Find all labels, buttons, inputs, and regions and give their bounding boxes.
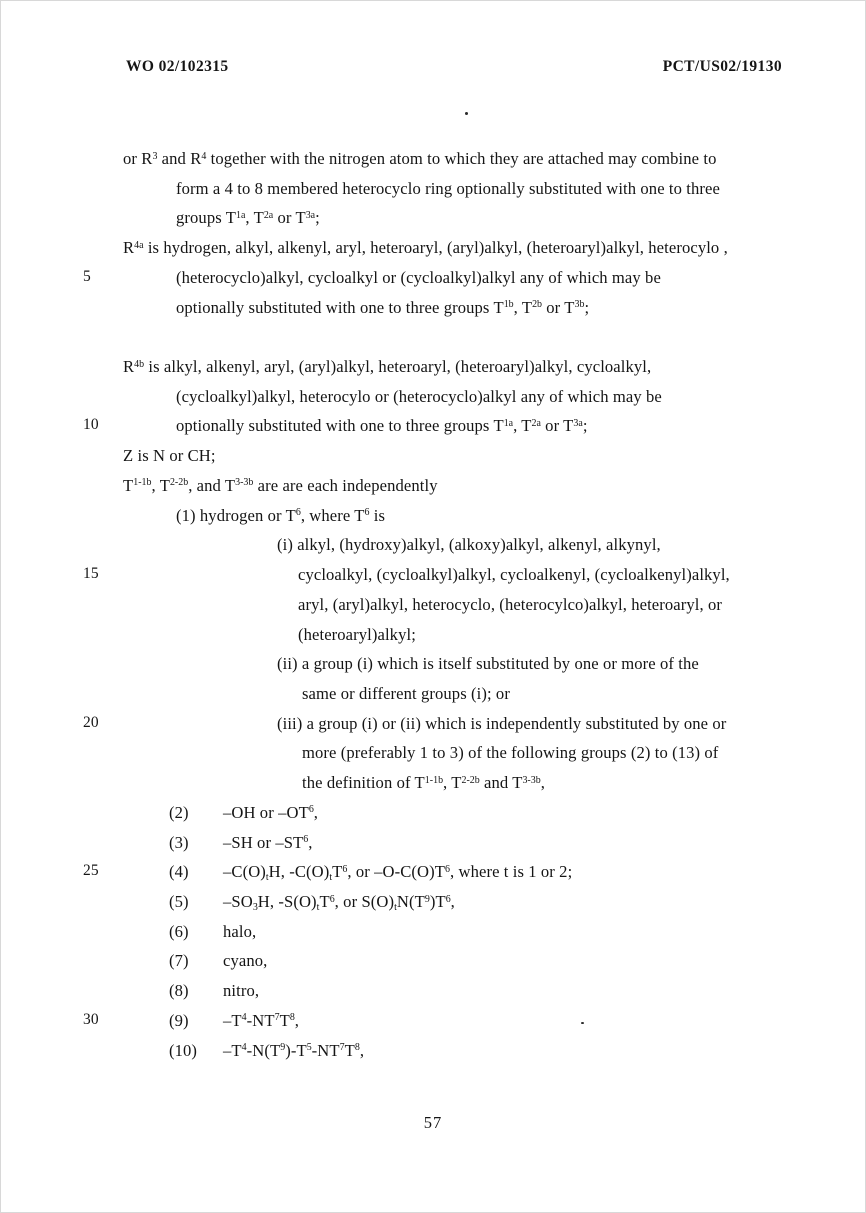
line-text: (cycloalkyl)alkyl, heterocylo or (heterocyclo)alkyl any of which may be <box>176 386 662 406</box>
blank-line <box>1 327 865 353</box>
item-number: (10) <box>169 1040 198 1060</box>
document-line <box>1 535 865 561</box>
document-line <box>1 684 865 710</box>
margin-line-number: 20 <box>83 713 99 731</box>
line-text: $-C(O)_tH$, $-C(O)_tT^6$, or $-O-C(O)T^6$, where t is 1 or 2; <box>223 862 573 884</box>
item-number: (4) <box>169 862 189 882</box>
line-text: $-T^4-NT^7T^8$, <box>223 1010 300 1030</box>
document-line <box>1 238 865 264</box>
line-text: or $R^3$ and $R^4$ together with the nitrogen atom to which they are attached may combine to <box>123 149 717 168</box>
line-text: aryl, (aryl)alkyl, heterocyclo, (heterocylco)alkyl, heteroaryl, or <box>298 594 723 614</box>
document-line <box>1 298 865 324</box>
claim-item-line <box>1 862 865 888</box>
document-line <box>1 387 865 413</box>
line-text: –SH or $-ST^6$, <box>223 832 313 852</box>
document-line <box>1 654 865 680</box>
document-line <box>1 565 865 591</box>
claim-item-line <box>1 922 865 948</box>
claim-item-line <box>1 1011 865 1037</box>
claim-item-line <box>1 833 865 859</box>
line-text: more (preferably 1 to 3) of the following groups (2) to (13) of <box>302 743 719 763</box>
document-line <box>1 208 865 234</box>
line-text: optionally substituted with one to three groups $T^{1b}$, $T^{2b}$ or $T^{3b}$; <box>176 297 590 317</box>
margin-line-number: 10 <box>83 416 99 434</box>
line-text: (1) hydrogen or $T^6$, where $T^6$ is <box>176 505 386 525</box>
line-text: $R^{4a}$ is hydrogen, alkyl, alkenyl, aryl, heteroaryl, (aryl)alkyl, (heteroaryl)alkyl, heterocylo , <box>123 238 728 258</box>
claim-item-line <box>1 951 865 977</box>
line-text: (heteroaryl)alkyl; <box>298 624 416 644</box>
line-text: Z is N or CH; <box>123 446 216 466</box>
line-text: cycloalkyl, (cycloalkyl)alkyl, cycloalkenyl, (cycloalkenyl)alkyl, <box>298 565 730 585</box>
line-text: $-T^4-N(T^9)-T^5-NT^7T^8$, <box>223 1040 365 1060</box>
line-text: form a 4 to 8 membered heterocyclo ring optionally substituted with one to three <box>176 178 720 198</box>
line-text: nitro, <box>223 981 260 1001</box>
margin-line-number: 5 <box>83 267 91 285</box>
header-application-number: PCT/US02/19130 <box>662 58 782 75</box>
claim-item-line <box>1 1041 865 1067</box>
document-line <box>1 416 865 442</box>
document-line <box>1 446 865 472</box>
line-text: same or different groups (i); or <box>302 683 510 703</box>
document-line <box>1 595 865 621</box>
item-number: (2) <box>169 802 189 822</box>
line-text: the definition of $T^{1-1b}$, $T^{2-2b}$ and $T^{3-3b}$, <box>302 773 545 793</box>
document-line <box>1 625 865 651</box>
line-text: $-SO_3H$, $-S(O)_tT^6$, or $S(O)_tN(T^9)T^6$, <box>223 892 455 913</box>
line-text: (heterocyclo)alkyl, cycloalkyl or (cycloalkyl)alkyl any of which may be <box>176 267 661 287</box>
document-line <box>1 743 865 769</box>
document-line <box>1 714 865 740</box>
line-text: cyano, <box>223 951 268 971</box>
item-number: (6) <box>169 921 189 941</box>
claim-item-line <box>1 892 865 918</box>
margin-line-number: 30 <box>83 1010 99 1028</box>
claim-item-line <box>1 981 865 1007</box>
document-line <box>1 773 865 799</box>
line-text: halo, <box>223 921 257 941</box>
page-number: 57 <box>423 1113 443 1132</box>
margin-line-number: 25 <box>83 862 99 880</box>
line-text: $R^{4b}$ is alkyl, alkenyl, aryl, (aryl)alkyl, heteroaryl, (heteroaryl)alkyl, cycloalkyl, <box>123 357 652 377</box>
document-line <box>1 149 865 175</box>
line-text: (i) alkyl, (hydroxy)alkyl, (alkoxy)alkyl, alkenyl, alkynyl, <box>277 535 661 555</box>
scan-artifact-dot <box>465 112 468 115</box>
line-text: groups $T^{1a}$, $T^{2a}$ or $T^{3a}$; <box>176 208 320 228</box>
line-text: optionally substituted with one to three groups $T^{1a}$, $T^{2a}$ or $T^{3a}$; <box>176 416 588 436</box>
line-text: –OH or $-OT^6$, <box>223 802 319 822</box>
item-number: (7) <box>169 951 189 971</box>
item-number: (5) <box>169 892 189 911</box>
document-line <box>1 179 865 205</box>
header-publication-number: WO 02/102315 <box>126 58 229 75</box>
document-line <box>1 506 865 532</box>
line-text: (iii) a group (i) or (ii) which is independently substituted by one or <box>277 713 727 733</box>
line-text: (ii) a group (i) which is itself substituted by one or more of the <box>277 654 699 674</box>
item-number: (9) <box>169 1010 189 1030</box>
margin-line-number: 15 <box>83 565 99 583</box>
document-line <box>1 476 865 502</box>
claim-item-line <box>1 803 865 829</box>
item-number: (3) <box>169 832 189 852</box>
item-number: (8) <box>169 981 189 1001</box>
document-line <box>1 268 865 294</box>
line-text: $T^{1-1b}$, $T^{2-2b}$, and $T^{3-3b}$ are are each independently <box>123 475 438 495</box>
document-line <box>1 357 865 383</box>
